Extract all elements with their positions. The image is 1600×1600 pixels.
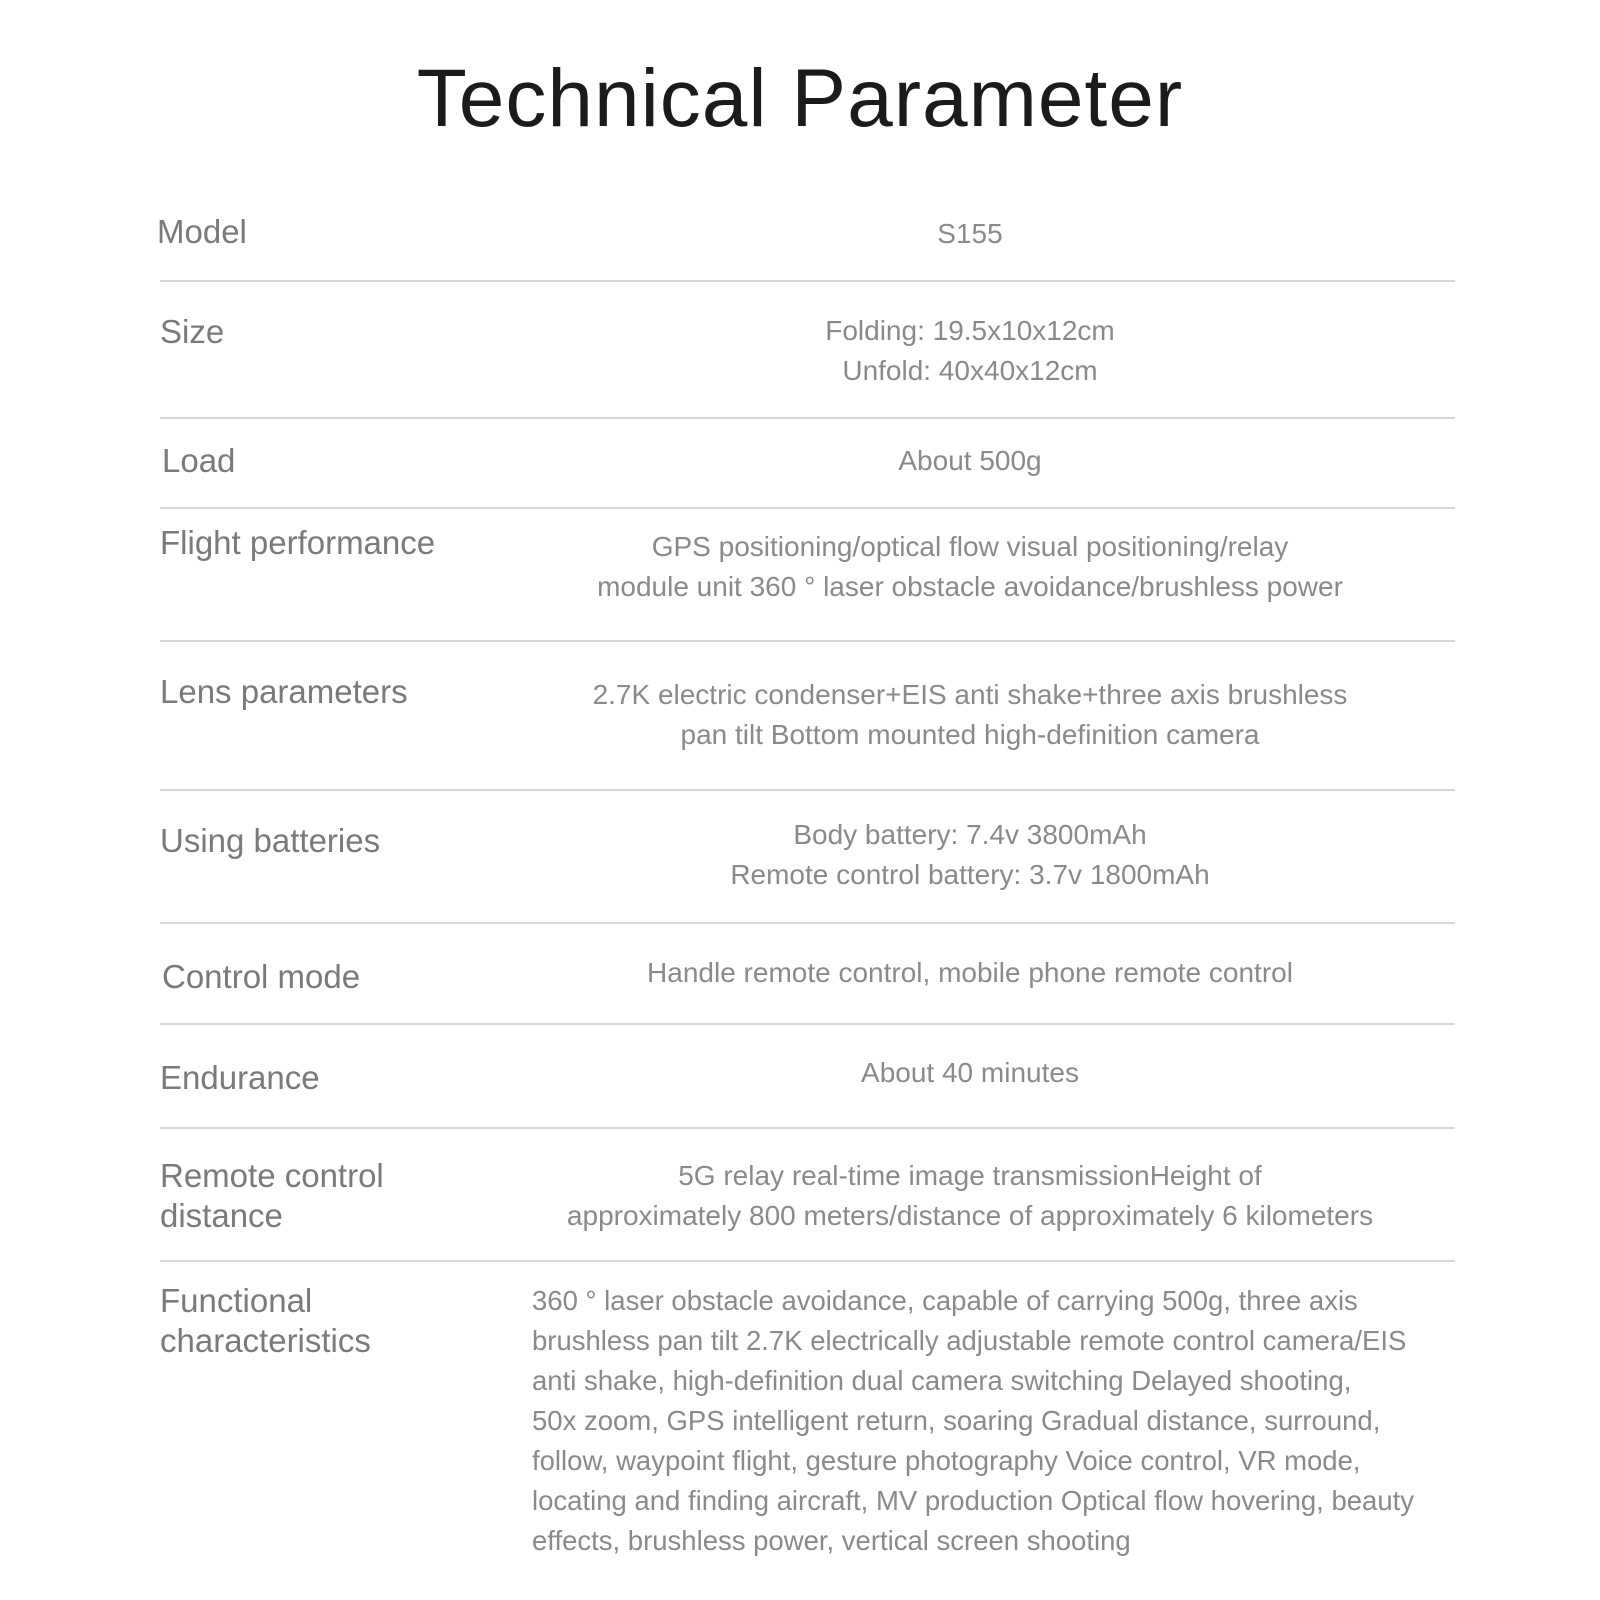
- table-row-remote-control-distance: [160, 1129, 1455, 1262]
- row-value: GPS positioning/optical flow visual positioning/relay module unit 360 ° laser obstacle avoidance/brushless power: [597, 531, 1343, 602]
- table-row-endurance: [160, 1025, 1455, 1129]
- row-label: Control mode: [162, 958, 361, 995]
- table-row-load: [160, 419, 1455, 509]
- table-row-control-mode: [160, 924, 1455, 1025]
- row-value: Handle remote control, mobile phone remote control: [647, 957, 1293, 988]
- table-row-using-batteries: [160, 791, 1455, 924]
- row-label: Lens parameters: [160, 673, 408, 710]
- row-label: Load: [162, 442, 236, 479]
- table-row-lens-parameters: [160, 642, 1455, 791]
- row-label: Flight performance: [160, 524, 436, 561]
- row-value: About 500g: [898, 445, 1042, 476]
- row-value: 2.7K electric condenser+EIS anti shake+three axis brushless pan tilt Bottom mounted high-definition camera: [592, 679, 1348, 750]
- row-label: Endurance: [160, 1059, 320, 1096]
- row-label: Using batteries: [160, 822, 381, 859]
- row-label: Model: [157, 213, 247, 250]
- row-label: Remote control distance: [160, 1157, 384, 1234]
- row-value: Body battery: 7.4v 3800mAh Remote control battery: 3.7v 1800mAh: [730, 819, 1210, 890]
- row-value: 5G relay real-time image transmissionHeight of approximately 800 meters/distance of approximately 6 kilometers: [566, 1160, 1374, 1231]
- table-row-model: [157, 190, 1455, 282]
- page-title: Technical Parameter: [416, 53, 1184, 144]
- row-value: About 40 minutes: [861, 1057, 1079, 1088]
- row-value: 360 ° laser obstacle avoidance, capable of carrying 500g, three axis brushless pan tilt 2.7K electrically adjustable remote control camera/EIS anti shake, high-definition dual camera switching Delayed shooting, 50x zoom, GPS intelligent return, soaring Gradual distance, surround, follow, waypoint flight, gesture photography Voice control, VR mode, locating and finding aircraft, MV production Optical flow hovering, beauty effects, brushless power, vertical screen shooting: [532, 1285, 1415, 1556]
- row-value: Folding: 19.5x10x12cm Unfold: 40x40x12cm: [825, 315, 1115, 386]
- table-row-functional-characteristics: [160, 1262, 1455, 1582]
- row-label: Functional characteristics: [160, 1282, 371, 1359]
- table-row-size: [160, 282, 1455, 419]
- table-row-flight-performance: [160, 509, 1455, 642]
- row-label: Size: [160, 313, 225, 350]
- row-value: S155: [937, 218, 1003, 249]
